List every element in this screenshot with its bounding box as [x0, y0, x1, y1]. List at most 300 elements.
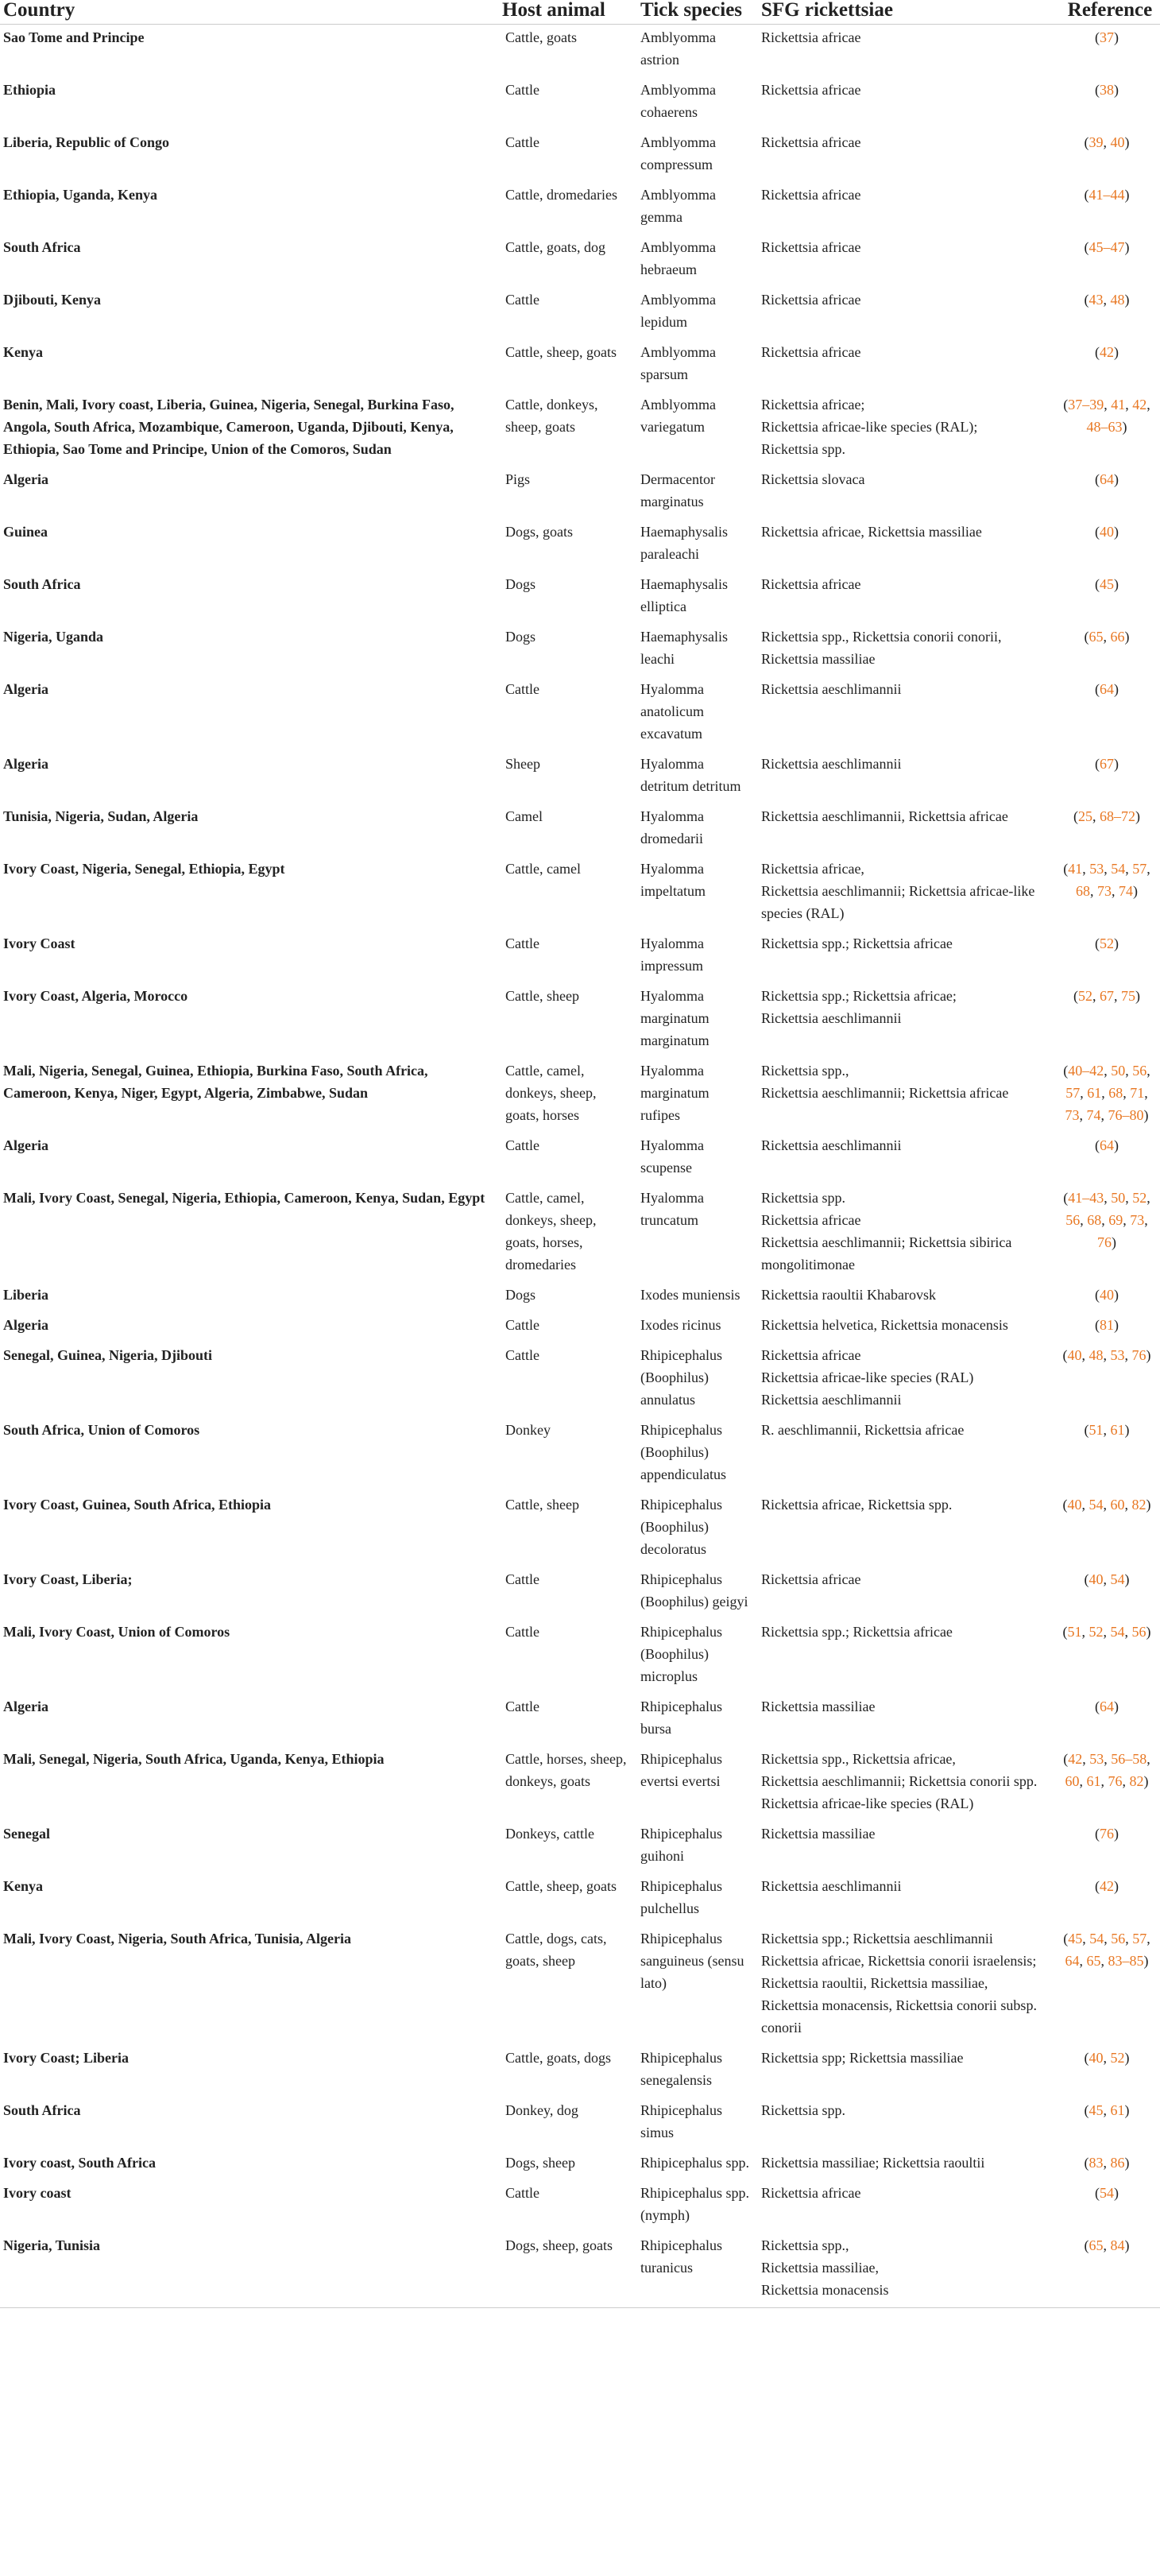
reference-separator: , — [1146, 1189, 1150, 1206]
reference-separator: , — [1092, 808, 1100, 824]
reference-link[interactable]: 56–58 — [1111, 1750, 1147, 1767]
sfg-rickettsiae-cell-line: Rickettsia massiliae — [761, 1698, 876, 1714]
reference-link[interactable]: 74 — [1119, 882, 1133, 899]
host-animal-cell — [499, 1926, 637, 2045]
reference-link[interactable]: 60 — [1065, 1772, 1080, 1789]
tick-species-cell — [637, 519, 758, 571]
reference-link[interactable]: 68–72 — [1100, 808, 1135, 824]
host-animal-cell — [499, 24, 637, 77]
sfg-rickettsiae-cell — [758, 2180, 1057, 2233]
sfg-rickettsiae-cell — [758, 1567, 1057, 1619]
country-cell — [0, 519, 499, 571]
host-animal-cell — [499, 2045, 637, 2098]
reference-link[interactable]: 45 — [1088, 2101, 1104, 2118]
country-cell-line: South Africa — [3, 2101, 81, 2118]
reference-close-paren: ) — [1124, 2101, 1130, 2118]
host-animal-cell-line: Cattle, donkeys, sheep, goats — [505, 396, 598, 435]
reference-link[interactable]: 65 — [1088, 2237, 1104, 2253]
reference-link[interactable]: 40 — [1100, 1286, 1114, 1303]
reference-close-paren: ) — [1146, 1623, 1151, 1640]
reference-link[interactable]: 50 — [1111, 1062, 1126, 1079]
sfg-rickettsiae-cell-line: mongolitimonae — [761, 1256, 855, 1273]
reference-link[interactable]: 71 — [1130, 1084, 1145, 1101]
reference-link[interactable]: 67 — [1100, 987, 1114, 1004]
reference-link[interactable]: 81 — [1100, 1316, 1114, 1333]
sfg-rickettsiae-cell-line: Rickettsia spp., — [761, 1062, 849, 1079]
reference-link[interactable]: 65 — [1086, 1952, 1101, 1969]
reference-open-paren: ( — [1084, 134, 1089, 150]
sfg-rickettsiae-cell-line: Rickettsia aeschlimannii — [761, 755, 902, 772]
reference-cell — [1057, 2045, 1160, 2098]
table-row — [0, 2098, 1160, 2150]
tick-species-cell — [637, 24, 758, 77]
table-row — [0, 77, 1160, 130]
reference-link[interactable]: 40–42 — [1068, 1062, 1104, 1079]
sfg-rickettsiae-cell-line: Rickettsia spp.; Rickettsia africae; — [761, 987, 957, 1004]
reference-link[interactable]: 60 — [1110, 1496, 1125, 1513]
reference-cell — [1057, 1619, 1160, 1694]
sfg-rickettsiae-cell-line: R. aeschlimannii, Rickettsia africae — [761, 1421, 965, 1438]
reference-link[interactable]: 37 — [1100, 29, 1114, 45]
reference-link[interactable]: 52 — [1088, 1623, 1104, 1640]
reference-link[interactable]: 45 — [1100, 575, 1114, 592]
tick-species-cell — [637, 130, 758, 182]
reference-link[interactable]: 65 — [1088, 628, 1104, 645]
tick-species-cell-line: Amblyomma hebraeum — [640, 238, 716, 277]
sfg-rickettsiae-cell-line: Rickettsia africae-like species (RAL); — [761, 418, 978, 435]
header-country: Country — [0, 0, 499, 24]
reference-link[interactable]: 68 — [1087, 1211, 1102, 1228]
tick-species-cell — [637, 1926, 758, 2045]
reference-separator: , — [1081, 1346, 1089, 1363]
country-cell-line: Nigeria, Uganda — [3, 628, 103, 645]
reference-open-paren: ( — [1063, 1930, 1069, 1947]
header-host-animal: Host animal — [499, 0, 637, 24]
reference-link[interactable]: 45 — [1068, 1930, 1083, 1947]
reference-close-paren: ) — [1135, 808, 1140, 824]
reference-cell — [1057, 234, 1160, 287]
reference-link[interactable]: 64 — [1065, 1952, 1080, 1969]
reference-link[interactable]: 61 — [1086, 1772, 1101, 1789]
country-cell-line: Mali, Ivory Coast, Senegal, Nigeria, Ethiopia, Cameroon, Kenya, Sudan, Egypt — [3, 1189, 485, 1206]
reference-close-paren: ) — [1114, 1137, 1119, 1153]
reference-link[interactable]: 41–43 — [1068, 1189, 1104, 1206]
reference-link[interactable]: 54 — [1089, 1930, 1104, 1947]
tick-species-cell-line: Rhipicephalus sanguineus (sensu lato) — [640, 1930, 744, 1991]
country-cell-line: Guinea — [3, 523, 48, 540]
reference-link[interactable]: 69 — [1108, 1211, 1123, 1228]
country-cell-line: Ivory Coast, Algeria, Morocco — [3, 987, 188, 1004]
reference-cell — [1057, 1185, 1160, 1282]
host-animal-cell — [499, 624, 637, 676]
reference-separator: , — [1080, 1084, 1088, 1101]
tick-species-cell-line: Amblyomma compressum — [640, 134, 716, 172]
sfg-rickettsiae-cell — [758, 571, 1057, 624]
table-row — [0, 1312, 1160, 1342]
tick-species-cell-line: Rhipicephalus (Boophilus) geigyi — [640, 1571, 748, 1610]
country-cell-line: Sao Tome and Principe — [3, 29, 145, 45]
host-animal-cell-line: Cattle — [505, 291, 539, 308]
reference-link[interactable]: 40 — [1088, 1571, 1104, 1587]
sfg-rickettsiae-cell-line: Rickettsia spp., Rickettsia africae, — [761, 1750, 956, 1767]
reference-separator: , — [1081, 1623, 1089, 1640]
table-row — [0, 931, 1160, 983]
reference-link[interactable]: 64 — [1100, 680, 1114, 697]
tick-species-cell-line: Amblyomma cohaerens — [640, 81, 716, 120]
tick-species-cell-line: Hyalomma truncatum — [640, 1189, 704, 1228]
host-animal-cell-line: Cattle — [505, 2184, 539, 2201]
tick-species-cell-line: Rhipicephalus evertsi evertsi — [640, 1750, 722, 1789]
reference-link[interactable]: 48–63 — [1086, 418, 1123, 435]
reference-separator: , — [1122, 1772, 1130, 1789]
sfg-rickettsiae-cell-line: Rickettsia massiliae, — [761, 2259, 879, 2276]
reference-cell — [1057, 1058, 1160, 1133]
reference-cell — [1057, 1133, 1160, 1185]
reference-link[interactable]: 45–47 — [1088, 238, 1125, 255]
reference-link[interactable]: 73 — [1065, 1106, 1080, 1123]
table-row — [0, 1417, 1160, 1492]
tick-species-cell — [637, 1873, 758, 1926]
country-cell-line: Algeria — [3, 680, 48, 697]
reference-link[interactable]: 53 — [1089, 860, 1104, 877]
host-animal-cell-line: Cattle, dogs, cats, goats, sheep — [505, 1930, 607, 1969]
reference-link[interactable]: 54 — [1110, 1623, 1125, 1640]
reference-link[interactable]: 82 — [1129, 1772, 1144, 1789]
reference-separator: , — [1146, 1930, 1150, 1947]
reference-cell — [1057, 1282, 1160, 1312]
reference-link[interactable]: 37–39 — [1068, 396, 1104, 413]
reference-link[interactable]: 61 — [1110, 2101, 1125, 2118]
country-cell-line: Ivory coast — [3, 2184, 72, 2201]
tick-species-cell — [637, 1821, 758, 1873]
host-animal-cell — [499, 287, 637, 339]
reference-separator: , — [1101, 1211, 1109, 1228]
reference-link[interactable]: 64 — [1100, 1137, 1114, 1153]
sfg-rickettsiae-cell — [758, 519, 1057, 571]
country-cell — [0, 1312, 499, 1342]
reference-cell — [1057, 24, 1160, 77]
table-row — [0, 2180, 1160, 2233]
sfg-rickettsiae-cell — [758, 392, 1057, 467]
reference-link[interactable]: 68 — [1076, 882, 1090, 899]
country-cell — [0, 182, 499, 234]
reference-link[interactable]: 64 — [1100, 471, 1114, 487]
reference-link[interactable]: 43 — [1088, 291, 1104, 308]
reference-link[interactable]: 48 — [1110, 291, 1125, 308]
country-cell-line: Mali, Senegal, Nigeria, South Africa, Uganda, Kenya, Ethiopia — [3, 1750, 385, 1767]
reference-link[interactable]: 41 — [1111, 396, 1126, 413]
tick-species-cell — [637, 77, 758, 130]
sfg-rickettsiae-cell-line: Rickettsia africae — [761, 186, 861, 203]
reference-separator: , — [1124, 1496, 1132, 1513]
tick-species-cell-line: Amblyomma lepidum — [640, 291, 716, 330]
country-cell-line: Liberia, Republic of Congo — [3, 134, 170, 150]
tick-species-cell — [637, 287, 758, 339]
reference-link[interactable]: 57 — [1132, 1930, 1147, 1947]
reference-close-paren: ) — [1124, 291, 1130, 308]
sfg-rickettsiae-cell-line: Rickettsia africae, Rickettsia spp. — [761, 1496, 953, 1513]
sfg-rickettsiae-cell-line: Rickettsia africae — [761, 343, 861, 360]
reference-close-paren: ) — [1146, 1496, 1151, 1513]
sfg-rickettsiae-cell — [758, 1282, 1057, 1312]
sfg-rickettsiae-cell — [758, 467, 1057, 519]
reference-separator: , — [1101, 1084, 1109, 1101]
reference-link[interactable]: 73 — [1130, 1211, 1145, 1228]
country-cell-line: Senegal — [3, 1825, 51, 1842]
tick-species-cell — [637, 1133, 758, 1185]
tick-species-cell — [637, 804, 758, 856]
country-cell — [0, 287, 499, 339]
table-row — [0, 1821, 1160, 1873]
country-cell — [0, 676, 499, 751]
reference-link[interactable]: 51 — [1067, 1623, 1082, 1640]
reference-cell — [1057, 1694, 1160, 1746]
tick-species-cell — [637, 2180, 758, 2233]
reference-separator: , — [1103, 1623, 1111, 1640]
tick-species-cell-line: Ixodes ricinus — [640, 1316, 721, 1333]
host-animal-cell-line: Cattle, sheep — [505, 987, 579, 1004]
reference-link[interactable]: 53 — [1110, 1346, 1125, 1363]
host-animal-cell — [499, 130, 637, 182]
reference-link[interactable]: 53 — [1089, 1750, 1104, 1767]
reference-link[interactable]: 82 — [1131, 1496, 1146, 1513]
country-cell-line: South Africa, Union of Comoros — [3, 1421, 200, 1438]
host-animal-cell-line: Cattle, goats, dog — [505, 238, 605, 255]
tick-species-cell-line: Hyalomma anatolicum excavatum — [640, 680, 704, 742]
tick-species-cell — [637, 1282, 758, 1312]
sfg-rickettsiae-cell — [758, 856, 1057, 931]
table-row — [0, 2045, 1160, 2098]
country-cell-line: Djibouti, Kenya — [3, 291, 102, 308]
reference-link[interactable]: 52 — [1100, 935, 1114, 951]
reference-link[interactable]: 54 — [1111, 860, 1126, 877]
table-row — [0, 339, 1160, 392]
tick-species-cell — [637, 1746, 758, 1821]
country-cell — [0, 1926, 499, 2045]
reference-link[interactable]: 52 — [1110, 2049, 1125, 2066]
reference-link[interactable]: 61 — [1087, 1084, 1102, 1101]
country-cell — [0, 2150, 499, 2180]
reference-close-paren: ) — [1114, 575, 1119, 592]
host-animal-cell — [499, 182, 637, 234]
reference-link[interactable]: 56 — [1131, 1623, 1146, 1640]
reference-cell — [1057, 624, 1160, 676]
reference-link[interactable]: 38 — [1100, 81, 1114, 98]
reference-link[interactable]: 76 — [1108, 1772, 1123, 1789]
reference-separator: , — [1146, 860, 1150, 877]
reference-separator: , — [1103, 2101, 1111, 2118]
host-animal-cell — [499, 856, 637, 931]
sfg-rickettsiae-cell-line: Rickettsia massiliae; Rickettsia raoultii — [761, 2154, 985, 2171]
tick-species-cell — [637, 571, 758, 624]
reference-link[interactable]: 73 — [1097, 882, 1112, 899]
reference-link[interactable]: 67 — [1100, 755, 1114, 772]
country-cell-line: Ivory Coast, Nigeria, Senegal, Ethiopia, Egypt — [3, 860, 285, 877]
reference-separator: , — [1112, 882, 1119, 899]
reference-separator: , — [1104, 1189, 1112, 1206]
reference-link[interactable]: 40 — [1067, 1496, 1082, 1513]
reference-link[interactable]: 74 — [1086, 1106, 1101, 1123]
table-row — [0, 467, 1160, 519]
reference-link[interactable]: 52 — [1132, 1189, 1147, 1206]
reference-link[interactable]: 25 — [1078, 808, 1092, 824]
reference-separator: , — [1104, 396, 1112, 413]
table-row — [0, 1342, 1160, 1417]
reference-open-paren: ( — [1063, 1189, 1069, 1206]
reference-cell — [1057, 77, 1160, 130]
reference-link[interactable]: 76 — [1131, 1346, 1146, 1363]
reference-separator: , — [1124, 1623, 1132, 1640]
reference-close-paren: ) — [1114, 935, 1119, 951]
sfg-rickettsiae-cell — [758, 2098, 1057, 2150]
host-animal-cell-line: Cattle, sheep, goats — [505, 343, 617, 360]
reference-open-paren: ( — [1084, 2154, 1089, 2171]
table-body — [0, 24, 1160, 2307]
reference-link[interactable]: 76 — [1097, 1234, 1112, 1250]
reference-link[interactable]: 56 — [1065, 1211, 1081, 1228]
reference-close-paren: ) — [1114, 471, 1119, 487]
host-animal-cell-line: Cattle, dromedaries — [505, 186, 617, 203]
reference-open-paren: ( — [1084, 1571, 1089, 1587]
sfg-rickettsiae-cell — [758, 1417, 1057, 1492]
reference-close-paren: ) — [1114, 343, 1119, 360]
table-row — [0, 519, 1160, 571]
reference-link[interactable]: 42 — [1068, 1750, 1083, 1767]
reference-link[interactable]: 84 — [1110, 2237, 1125, 2253]
reference-link[interactable]: 40 — [1088, 2049, 1104, 2066]
reference-separator: , — [1103, 1346, 1111, 1363]
host-animal-cell — [499, 571, 637, 624]
sfg-rickettsiae-cell-line: Rickettsia aeschlimannii — [761, 680, 902, 697]
tick-species-cell — [637, 1342, 758, 1417]
reference-cell — [1057, 2150, 1160, 2180]
reference-cell — [1057, 2180, 1160, 2233]
sfg-rickettsiae-cell-line: Rickettsia africae — [761, 134, 861, 150]
reference-close-paren: ) — [1114, 1877, 1119, 1894]
sfg-rickettsiae-cell-line: Rickettsia africae — [761, 2184, 861, 2201]
reference-link[interactable]: 75 — [1121, 987, 1135, 1004]
reference-close-paren: ) — [1124, 238, 1130, 255]
tick-species-cell-line: Rhipicephalus (Boophilus) microplus — [640, 1623, 722, 1684]
reference-open-paren: ( — [1095, 1316, 1100, 1333]
sfg-rickettsiae-cell — [758, 2045, 1057, 2098]
reference-link[interactable]: 76–80 — [1108, 1106, 1144, 1123]
country-cell — [0, 751, 499, 804]
host-animal-cell — [499, 676, 637, 751]
country-cell-line: Tunisia, Nigeria, Sudan, Algeria — [3, 808, 199, 824]
reference-close-paren: ) — [1124, 628, 1130, 645]
reference-link[interactable]: 50 — [1111, 1189, 1126, 1206]
host-animal-cell — [499, 1417, 637, 1492]
reference-link[interactable]: 52 — [1078, 987, 1092, 1004]
sfg-rickettsiae-cell-line: Rickettsia raoultii Khabarovsk — [761, 1286, 936, 1303]
reference-cell — [1057, 2098, 1160, 2150]
reference-link[interactable]: 42 — [1100, 343, 1114, 360]
reference-link[interactable]: 48 — [1088, 1346, 1104, 1363]
reference-link[interactable]: 83–85 — [1108, 1952, 1144, 1969]
reference-cell — [1057, 1342, 1160, 1417]
sfg-rickettsiae-cell-line: Rickettsia massiliae — [761, 1825, 876, 1842]
reference-close-paren: ) — [1114, 755, 1119, 772]
tick-species-cell-line: Hyalomma dromedarii — [640, 808, 704, 846]
host-animal-cell — [499, 2180, 637, 2233]
country-cell — [0, 856, 499, 931]
reference-link[interactable]: 68 — [1108, 1084, 1123, 1101]
reference-link[interactable]: 39 — [1088, 134, 1104, 150]
reference-open-paren: ( — [1062, 1623, 1068, 1640]
tick-species-cell-line: Rhipicephalus guihoni — [640, 1825, 722, 1864]
reference-link[interactable]: 56 — [1111, 1930, 1126, 1947]
table-header-row — [0, 0, 1160, 24]
reference-link[interactable]: 54 — [1088, 1496, 1104, 1513]
country-cell — [0, 804, 499, 856]
reference-link[interactable]: 54 — [1110, 1571, 1125, 1587]
reference-close-paren: ) — [1135, 987, 1140, 1004]
table-row — [0, 287, 1160, 339]
host-animal-cell-line: Cattle — [505, 1346, 539, 1363]
tick-species-cell-line: Rhipicephalus spp. — [640, 2154, 749, 2171]
reference-link[interactable]: 57 — [1132, 860, 1147, 877]
reference-open-paren: ( — [1084, 628, 1089, 645]
reference-cell — [1057, 1746, 1160, 1821]
reference-link[interactable]: 83 — [1088, 2154, 1104, 2171]
sfg-rickettsiae-cell — [758, 1926, 1057, 2045]
reference-link[interactable]: 42 — [1132, 396, 1147, 413]
sfg-rickettsiae-cell-line: Rickettsia africae; — [761, 396, 865, 413]
reference-link[interactable]: 64 — [1100, 1698, 1114, 1714]
reference-link[interactable]: 54 — [1100, 2184, 1114, 2201]
reference-separator: , — [1103, 291, 1111, 308]
reference-link[interactable]: 57 — [1065, 1084, 1081, 1101]
host-animal-cell-line: Dogs — [505, 1286, 536, 1303]
country-cell-line: South Africa — [3, 575, 81, 592]
reference-link[interactable]: 40 — [1100, 523, 1114, 540]
country-cell — [0, 1342, 499, 1417]
reference-separator: , — [1103, 2237, 1111, 2253]
country-cell — [0, 1619, 499, 1694]
reference-separator: , — [1123, 1084, 1131, 1101]
sfg-rickettsiae-cell — [758, 2150, 1057, 2180]
reference-link[interactable]: 40 — [1110, 134, 1125, 150]
reference-link[interactable]: 41–44 — [1088, 186, 1125, 203]
host-animal-cell-line: Cattle, sheep, goats — [505, 1877, 617, 1894]
reference-link[interactable]: 61 — [1110, 1421, 1125, 1438]
reference-cell — [1057, 287, 1160, 339]
reference-link[interactable]: 42 — [1100, 1877, 1114, 1894]
reference-link[interactable]: 41 — [1068, 860, 1083, 877]
reference-open-paren: ( — [1095, 523, 1100, 540]
sfg-rickettsiae-cell-line: Rickettsia spp.; Rickettsia africae — [761, 1623, 953, 1640]
reference-open-paren: ( — [1095, 29, 1100, 45]
reference-open-paren: ( — [1084, 2237, 1089, 2253]
reference-link[interactable]: 40 — [1067, 1346, 1082, 1363]
tick-species-cell-line: Dermacentor marginatus — [640, 471, 715, 509]
host-animal-cell-line: Sheep — [505, 755, 540, 772]
host-animal-cell-line: Dogs, goats — [505, 523, 573, 540]
sfg-rickettsiae-cell-line: Rickettsia aeschlimannii — [761, 1137, 902, 1153]
reference-link[interactable]: 76 — [1100, 1825, 1114, 1842]
country-cell-line: Mali, Ivory Coast, Union of Comoros — [3, 1623, 230, 1640]
reference-separator: , — [1146, 1062, 1150, 1079]
tick-species-cell-line: Hyalomma impressum — [640, 935, 704, 974]
reference-link[interactable]: 51 — [1088, 1421, 1104, 1438]
reference-link[interactable]: 86 — [1110, 2154, 1125, 2171]
tick-species-cell — [637, 339, 758, 392]
header-tick-species: Tick species — [637, 0, 758, 24]
tick-species-cell — [637, 676, 758, 751]
reference-link[interactable]: 66 — [1110, 628, 1125, 645]
reference-link[interactable]: 56 — [1132, 1062, 1147, 1079]
